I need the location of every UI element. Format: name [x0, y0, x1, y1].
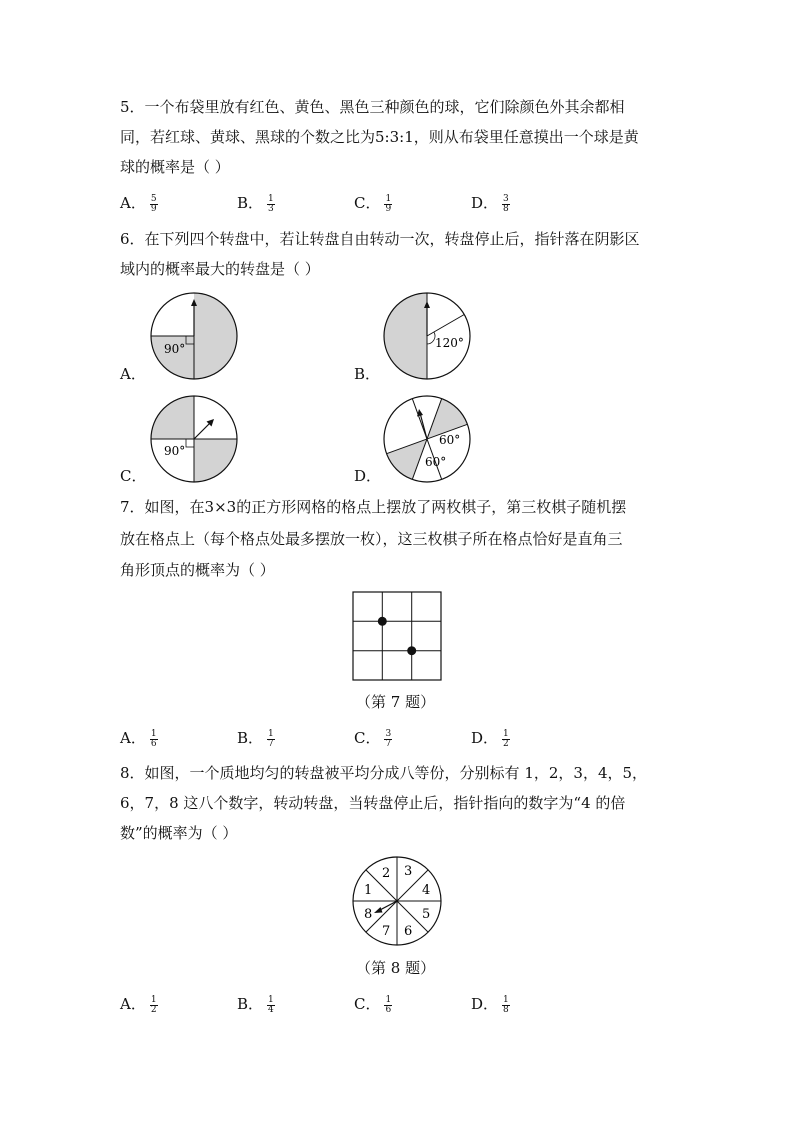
angle-label: 90°	[164, 444, 186, 458]
q6-label-a: A．	[120, 365, 146, 383]
q6-label-b: B．	[354, 365, 381, 383]
fraction	[267, 730, 275, 749]
numerator: 1	[150, 728, 157, 739]
fraction	[150, 730, 158, 749]
q5-option-c	[354, 193, 392, 214]
sector-number: 1	[364, 883, 373, 898]
pointer-arrow	[194, 419, 214, 439]
option-letter: C．	[354, 729, 381, 747]
q6-label-c: C．	[120, 467, 147, 485]
numerator: 5	[150, 193, 157, 204]
fraction	[384, 996, 392, 1015]
numerator: 1	[503, 728, 509, 739]
q7-text-line-1: 7．如图，在3×3的正方形网格的格点上摆放了两枚棋子，第三枚棋子随机摆	[120, 498, 627, 516]
spinner-d	[381, 393, 473, 485]
denominator: 8	[503, 203, 509, 214]
numerator: 3	[385, 728, 392, 739]
q7-text-line-3: 角形顶点的概率为（ ）	[120, 561, 275, 579]
angle-label: 90°	[164, 342, 186, 356]
denominator: 2	[150, 1004, 157, 1015]
shaded-region	[387, 439, 427, 479]
option-letter: D．	[471, 194, 499, 212]
q7-option-d	[471, 728, 510, 749]
q8-text-line-2: 6，7，8 这八个数字，转动转盘，当转盘停止后，指针指向的数字为“4 的倍	[120, 794, 626, 812]
sector-number: 5	[422, 907, 431, 922]
denominator: 7	[385, 738, 392, 749]
denominator: 3	[268, 203, 274, 214]
spinner-c	[148, 393, 240, 485]
numerator: 1	[268, 994, 274, 1005]
q7-figure-caption: （第 7 题）	[356, 693, 436, 711]
denominator: 4	[268, 1004, 274, 1015]
sector-number: 2	[382, 866, 391, 881]
fraction	[502, 730, 510, 749]
q6-text-line-1: 6．在下列四个转盘中，若让转盘自由转动一次，转盘停止后，指针落在阴影区	[120, 230, 640, 248]
option-letter: A．	[120, 729, 146, 747]
q8-option-b	[237, 994, 275, 1015]
option-letter: C．	[354, 194, 381, 212]
option-letter: B．	[237, 729, 264, 747]
sector-number: 7	[382, 924, 391, 939]
fraction	[150, 996, 158, 1015]
option-letter: A．	[120, 194, 146, 212]
numerator: 1	[268, 728, 274, 739]
q8-option-d	[471, 994, 510, 1015]
option-letter: B．	[237, 194, 264, 212]
denominator: 6	[150, 738, 157, 749]
grid-figure	[352, 591, 442, 681]
sector-number: 3	[404, 864, 413, 879]
fraction	[384, 195, 392, 214]
sector-number: 8	[364, 907, 373, 922]
numerator: 1	[385, 994, 392, 1005]
q7-option-b	[237, 728, 275, 749]
sector-number: 4	[422, 883, 431, 898]
numbered-spinner	[351, 855, 443, 947]
q7-option-a	[120, 728, 158, 749]
fraction	[384, 730, 392, 749]
fraction	[267, 996, 275, 1015]
q8-option-a	[120, 994, 158, 1015]
q5-option-d	[471, 193, 510, 214]
fraction	[502, 195, 510, 214]
q6-text-line-2: 域内的概率最大的转盘是（ ）	[120, 260, 320, 278]
option-letter: C．	[354, 995, 381, 1013]
q8-figure-caption: （第 8 题）	[356, 959, 436, 977]
numerator: 1	[503, 994, 509, 1005]
numerator: 1	[385, 193, 392, 204]
q5-option-b	[237, 193, 275, 214]
denominator: 2	[503, 738, 509, 749]
shaded-region	[384, 293, 427, 379]
numerator: 1	[150, 994, 157, 1005]
sector-number: 6	[404, 924, 413, 939]
q5-option-a	[120, 193, 158, 214]
q6-label-d: D．	[354, 467, 382, 485]
option-letter: D．	[471, 729, 499, 747]
q8-text-line-1: 8．如图，一个质地均匀的转盘被平均分成八等份，分别标有 1，2，3，4，5，	[120, 764, 648, 782]
q5-text-line-1: 5．一个布袋里放有红色、黄色、黑色三种颜色的球，它们除颜色外其余都相	[120, 98, 625, 116]
numerator: 3	[503, 193, 509, 204]
fraction	[502, 996, 510, 1015]
denominator: 6	[385, 1004, 392, 1015]
numerator: 1	[268, 193, 274, 204]
right-angle-mark	[186, 439, 194, 447]
q8-option-c	[354, 994, 392, 1015]
q5-text-line-2: 同，若红球、黄球、黑球的个数之比为5:3:1，则从布袋里任意摸出一个球是黄	[120, 128, 639, 146]
q8-text-line-3: 数”的概率为（ ）	[120, 824, 238, 842]
fraction	[150, 195, 158, 214]
denominator: 8	[503, 1004, 509, 1015]
option-letter: B．	[237, 995, 264, 1013]
q7-text-line-2: 放在格点上（每个格点处最多摆放一枚），这三枚棋子所在格点恰好是直角三	[120, 530, 623, 548]
q5-text-line-3: 球的概率是（ ）	[120, 158, 230, 176]
q7-option-c	[354, 728, 392, 749]
denominator: 9	[385, 203, 392, 214]
chess-piece	[378, 617, 387, 626]
option-letter: D．	[471, 995, 499, 1013]
chess-piece	[407, 646, 416, 655]
fraction	[267, 195, 275, 214]
option-letter: A．	[120, 995, 146, 1013]
angle-label: 120°	[435, 336, 464, 350]
denominator: 7	[268, 738, 274, 749]
angle-label: 60°	[439, 433, 461, 447]
angle-label: 60°	[425, 455, 447, 469]
spinner-b	[381, 290, 473, 382]
denominator: 9	[150, 203, 157, 214]
spinner-a	[148, 290, 240, 382]
